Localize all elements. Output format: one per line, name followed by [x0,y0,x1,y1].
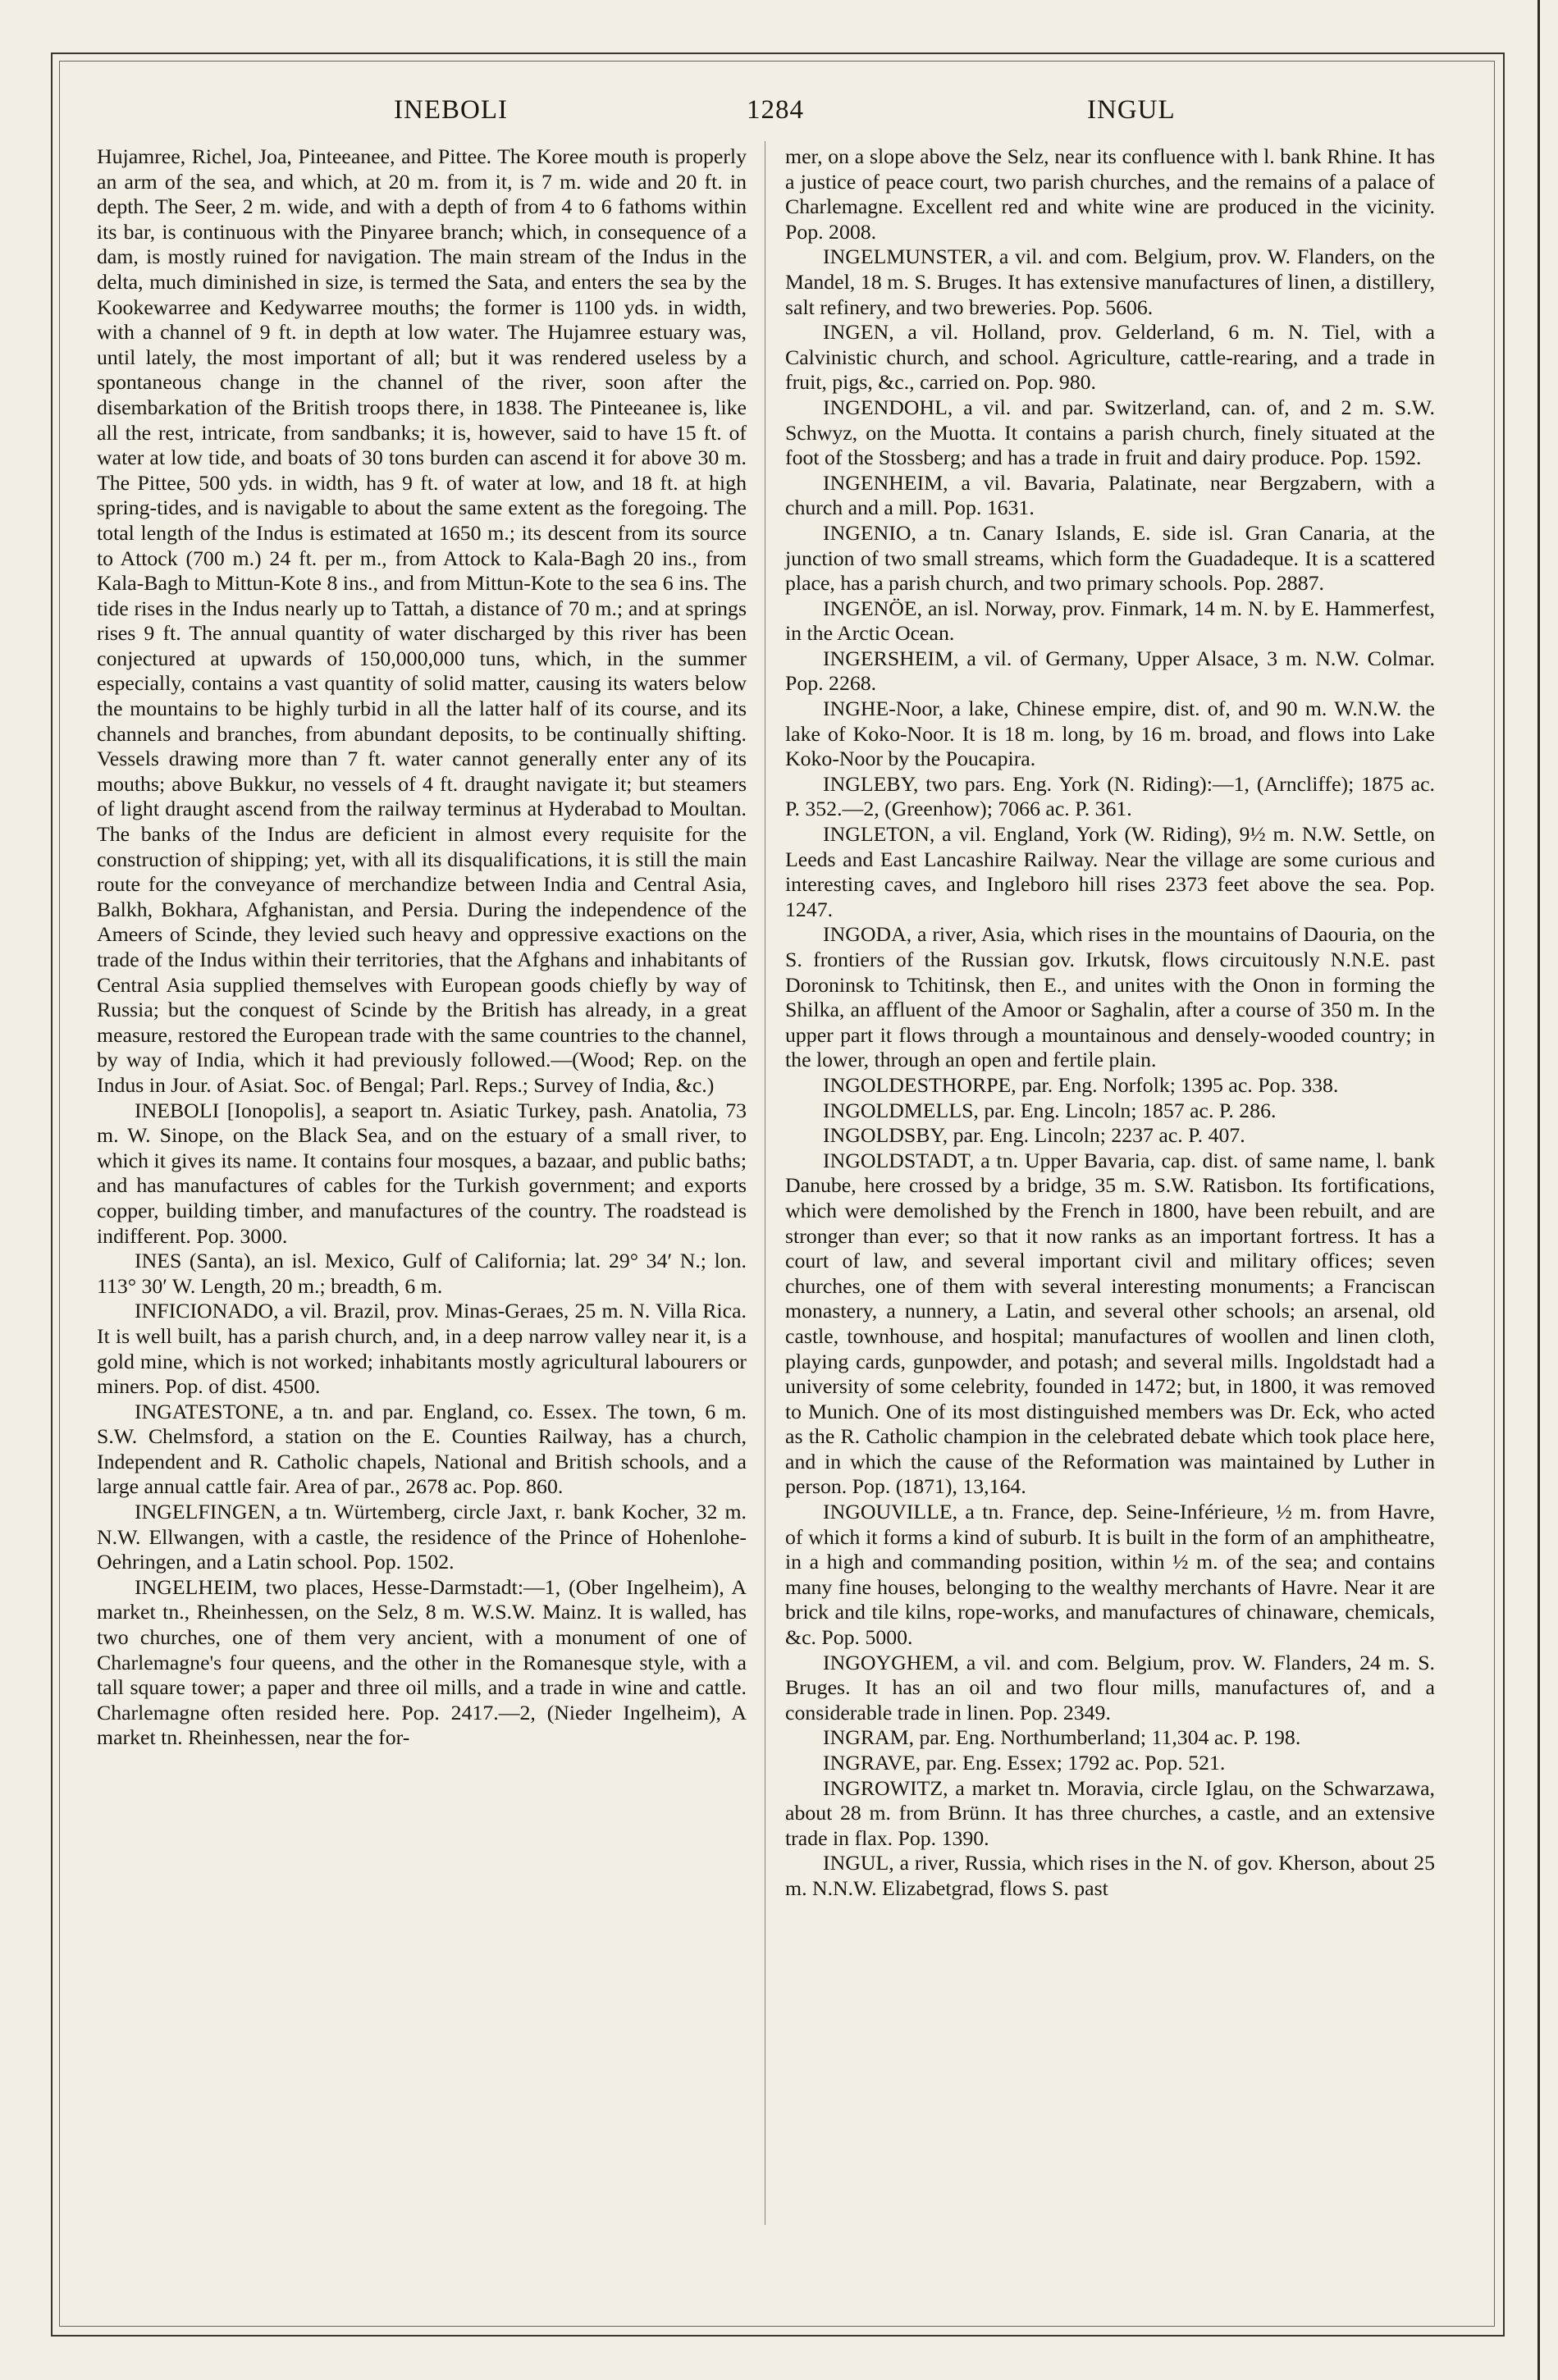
entry-inficionado: INFICIONADO, a vil. Brazil, prov. Minas-Geraes, 25 m. N. Villa Rica. It is well built, has a parish church, and, in a deep narrow valley near it, is a gold mine, which is not worked; inhabitants mostly agricultural labourers or miners. Pop. of dist. 4500. [97,1299,747,1399]
entry-ingouville: INGOUVILLE, a tn. France, dep. Seine-Inférieure, ½ m. from Havre, of which it forms a kind of suburb. It is built in the form of an amphitheatre, in a high and commanding position, within ½ m. of the sea; and contains many fine houses, belonging to the wealthy merchants of Havre. Near it are brick and tile kilns, rope-works, and manufactures of chinaware, chemicals, &c. Pop. 5000. [785,1500,1435,1650]
entry-ingelmunster: INGELMUNSTER, a vil. and com. Belgium, prov. W. Flanders, on the Mandel, 18 m. S. Bruges. It has extensive manufactures of linen, a distillery, salt refinery, and two breweries. Pop. 5606. [785,244,1435,319]
entry-ingatestone: INGATESTONE, a tn. and par. England, co. Essex. The town, 6 m. S.W. Chelmsford, a station on the E. Counties Railway, has a church, Independent and R. Catholic chapels, National and British schools, and a large annual cattle fair. Area of par., 2678 ac. Pop. 860. [97,1399,747,1499]
entry-ingul: INGUL, a river, Russia, which rises in the N. of gov. Kherson, about 25 m. N.N.W. Elizabetgrad, flows S. past [785,1851,1435,1900]
entry-ingoldesthorpe: INGOLDESTHORPE, par. Eng. Norfolk; 1395 ac. Pop. 338. [823,1072,1339,1097]
entry-ingenheim: INGENHEIM, a vil. Bavaria, Palatinate, near Bergzabern, with a church and a mill. Pop. 1631. [785,470,1435,520]
entry-ines: INES (Santa), an isl. Mexico, Gulf of California; lat. 29° 34′ N.; lon. 113° 30′ W. Length, 20 m.; breadth, 6 m. [97,1249,747,1298]
entry-ingelheim_cont: mer, on a slope above the Selz, near its confluence with l. bank Rhine. It has a justice of peace court, two parish churches, and the remains of a palace of Charlemagne. Excellent red and white wine are produced in the vicinity. Pop. 2008. [785,144,1435,244]
entry-ingelfingen: INGELFINGEN, a tn. Würtemberg, circle Jaxt, r. bank Kocher, 32 m. N.W. Ellwangen, with a castle, the residence of the Prince of Hohenlohe-Oehringen, and a Latin school. Pop. 1502. [97,1500,747,1574]
entry-ingersheim: INGERSHEIM, a vil. of Germany, Upper Alsace, 3 m. N.W. Colmar. Pop. 2268. [785,646,1435,696]
entry-ingoldmells: INGOLDMELLS, par. Eng. Lincoln; 1857 ac. P. 286. [823,1098,1277,1122]
entry-ingenio: INGENIO, a tn. Canary Islands, E. side isl. Gran Canaria, at the junction of two small streams, which form the Guadadeque. It is a scattered place, has a parish church, and two primary schools. Pop. 2887. [785,520,1435,596]
entry-ingendohl: INGENDOHL, a vil. and par. Switzerland, can. of, and 2 m. S.W. Schwyz, on the Muotta. It contains a parish church, finely situated at the foot of the Stossberg; and has a trade in fruit and dairy produce. Pop. 1592. [785,395,1435,470]
entry-ineboli: INEBOLI [Ionopolis], a seaport tn. Asiatic Turkey, pash. Anatolia, 73 m. W. Sinope, on the Black Sea, and on the estuary of a small river, to which it gives its name. It contains four mosques, a bazaar, and public baths; and has manufactures of cables for the Turkish government; and exports copper, building timber, and manufactures of the country. The roadstead is indifferent. Pop. 3000. [97,1098,747,1248]
entry-ingleby: INGLEBY, two pars. Eng. York (N. Riding):—1, (Arncliffe); 1875 ac. P. 352.—2, (Greenhow); 7066 ac. P. 361. [785,771,1435,821]
entry-ingelheim: INGELHEIM, two places, Hesse-Darmstadt:—1, (Ober Ingelheim), A market tn., Rheinhessen, on the Selz, 8 m. W.S.W. Mainz. It is walled, has two churches, one of them very ancient, with a monument of one of Charlemagne's four queens, and the other in the Romanesque style, with a tall square tower; a paper and three oil mills, and a trade in wine and cattle. Charlemagne often resided here. Pop. 2417.—2, (Nieder Ingelheim), A market tn. Rheinhessen, near the for- [97,1574,747,1750]
page-edge-rule [1537,0,1540,2380]
entry-ingen: INGEN, a vil. Holland, prov. Gelderland, 6 m. N. Tiel, with a Calvinistic church, and school. Agriculture, cattle-rearing, and a trade in fruit, pigs, &c., carried on. Pop. 980. [785,320,1435,395]
entry-indus_cont: Hujamree, Richel, Joa, Pinteeanee, and Pittee. The Koree mouth is properly an arm of the sea, and which, at 20 m. from it, is 7 m. wide and 20 ft. in depth. The Seer, 2 m. wide, and with a depth of from 4 to 6 fathoms within its bar, is continuous with the Pinyaree branch; which, in consequence of a dam, is mostly ruined for navigation. The main stream of the Indus in the delta, much diminished in size, is termed the Sata, and enters the sea by the Kookewarree and Kedywarree mouths; the former is 1100 yds. in width, with a channel of 9 ft. in depth at low water. The Hujamree estuary was, until lately, the most important of all; but it was rendered useless by a spontaneous change in the channel of the river, soon after the disembarkation of the British troops there, in 1838. The Pinteeanee is, like all the rest, intricate, from sandbanks; it is, however, said to have 15 ft. of water at low tide, and boats of 30 tons burden can ascend it for above 30 m. The Pittee, 500 yds. in width, has 9 ft. of water at low, and 18 ft. at high spring-tides, and is navigable to about the same extent as the foregoing. The total length of the Indus is estimated at 1650 m.; its descent from its source to Attock (700 m.) 24 ft. per m., from Attock to Kala-Bagh 20 ins., from Kala-Bagh to Mittun-Kote 8 ins., and from Mittun-Kote to the sea 6 ins. The tide rises in the Indus nearly up to Tattah, a distance of 70 m.; and at springs rises 9 ft. The annual quantity of water discharged by this river has been conjectured at upwards of 150,000,000 tuns, which, in the summer especially, contains a vast quantity of solid matter, causing its waters below the mountains to be highly turbid in all the latter half of its course, and its channels and branches, from abundant deposits, to be continually shifting. Vessels drawing more than 7 ft. water cannot generally enter any of its mouths; above Bukkur, no vessels of 4 ft. draught navigate it; but steamers of light draught ascend from the railway terminus at Hyderabad to Moultan. The banks of the Indus are deficient in almost every requisite for the construction of shipping; yet, with all its disqualifications, it is still the main route for the conveyance of merchandize between India and Central Asia, Balkh, Bokhara, Afghanistan, and Persia. During the independence of the Ameers of Scinde, they levied such heavy and oppressive exactions on the trade of the Indus within their territories, that the Afghans and inhabitants of Central Asia supplied themselves with European goods chiefly by way of Russia; but the conquest of Scinde by the British has already, in a great measure, restored the European trade with the same countries to the channel, by way of India, which it had previously followed.—(Wood; Rep. on the Indus in Jour. of Asiat. Soc. of Bengal; Parl. Reps.; Survey of India, &c.) [97,144,747,1097]
entry-inghe_noor: INGHE-Noor, a lake, Chinese empire, dist. of, and 90 m. W.N.W. the lake of Koko-Noor. It is 18 m. long, by 16 m. broad, and flows into Lake Koko-Noor by the Poucapira. [785,697,1435,771]
running-header [123,89,1436,135]
left-column [97,144,747,1751]
entry-ingrave: INGRAVE, par. Eng. Essex; 1792 ac. Pop. 521. [823,1751,1226,1775]
entry-ingoldstadt: INGOLDSTADT, a tn. Upper Bavaria, cap. dist. of same name, l. bank Danube, here crossed by a bridge, 35 m. S.W. Ratisbon. Its fortifications, which were demolished by the French in 1800, have been rebuilt, and are stronger than ever; so that it now ranks as an important fortress. It has a court of law, and several important civil and military offices; seven churches, one of them with several interesting monuments; a Franciscan monastery, a nunnery, a Latin, and several other schools; an arsenal, old castle, townhouse, and hospital; manufactures of woollen and linen cloth, playing cards, gunpowder, and potash; and several mills. Ingoldstadt had a university of some celebrity, founded in 1472; but, in 1800, it was removed to Munich. One of its most distinguished members was Dr. Eck, who acted as the R. Catholic champion in the celebrated debate which took place here, and in which the cause of the Reformation was maintained by Luther in person. Pop. (1871), 13,164. [785,1148,1435,1499]
entry-ingenoe: INGENÖE, an isl. Norway, prov. Finmark, 14 m. N. by E. Hammerfest, in the Arctic Ocean. [785,596,1435,646]
entry-ingram: INGRAM, par. Eng. Northumberland; 11,304 ac. P. 198. [823,1725,1301,1750]
header-left-word: INEBOLI [394,95,508,125]
entry-ingoldsby: INGOLDSBY, par. Eng. Lincoln; 2237 ac. P. 407. [823,1123,1245,1148]
entry-ingoyghem: INGOYGHEM, a vil. and com. Belgium, prov. W. Flanders, 24 m. S. Bruges. It has an oil and two flour mills, manufactures of, and a considerable trade in linen. Pop. 2349. [785,1650,1435,1724]
entry-ingrowitz: INGROWITZ, a market tn. Moravia, circle Iglau, on the Schwarzawa, about 28 m. from Brünn. It has three churches, a castle, and an extensive trade in flax. Pop. 1390. [785,1775,1435,1850]
entry-ingleton: INGLETON, a vil. England, York (W. Riding), 9½ m. N.W. Settle, on Leeds and East Lancashire Railway. Near the village are some curious and interesting caves, and Ingleboro hill rises 2373 feet above the sea. Pop. 1247. [785,822,1435,921]
page-number: 1284 [747,95,804,125]
right-column [785,144,1435,1902]
header-right-word: INGUL [1087,95,1176,125]
entry-ingoda: INGODA, a river, Asia, which rises in the mountains of Daouria, on the S. frontiers of the Russian gov. Irkutsk, flows circuitously N.N.E. past Doroninsk to Tchitinsk, then E., and unites with the Onon in forming the Shilka, an affluent of the Amoor or Saghalin, after a course of 350 m. In the upper part it flows through a mountainous and densely-wooded country; in the lower, through an open and fertile plain. [785,922,1435,1072]
